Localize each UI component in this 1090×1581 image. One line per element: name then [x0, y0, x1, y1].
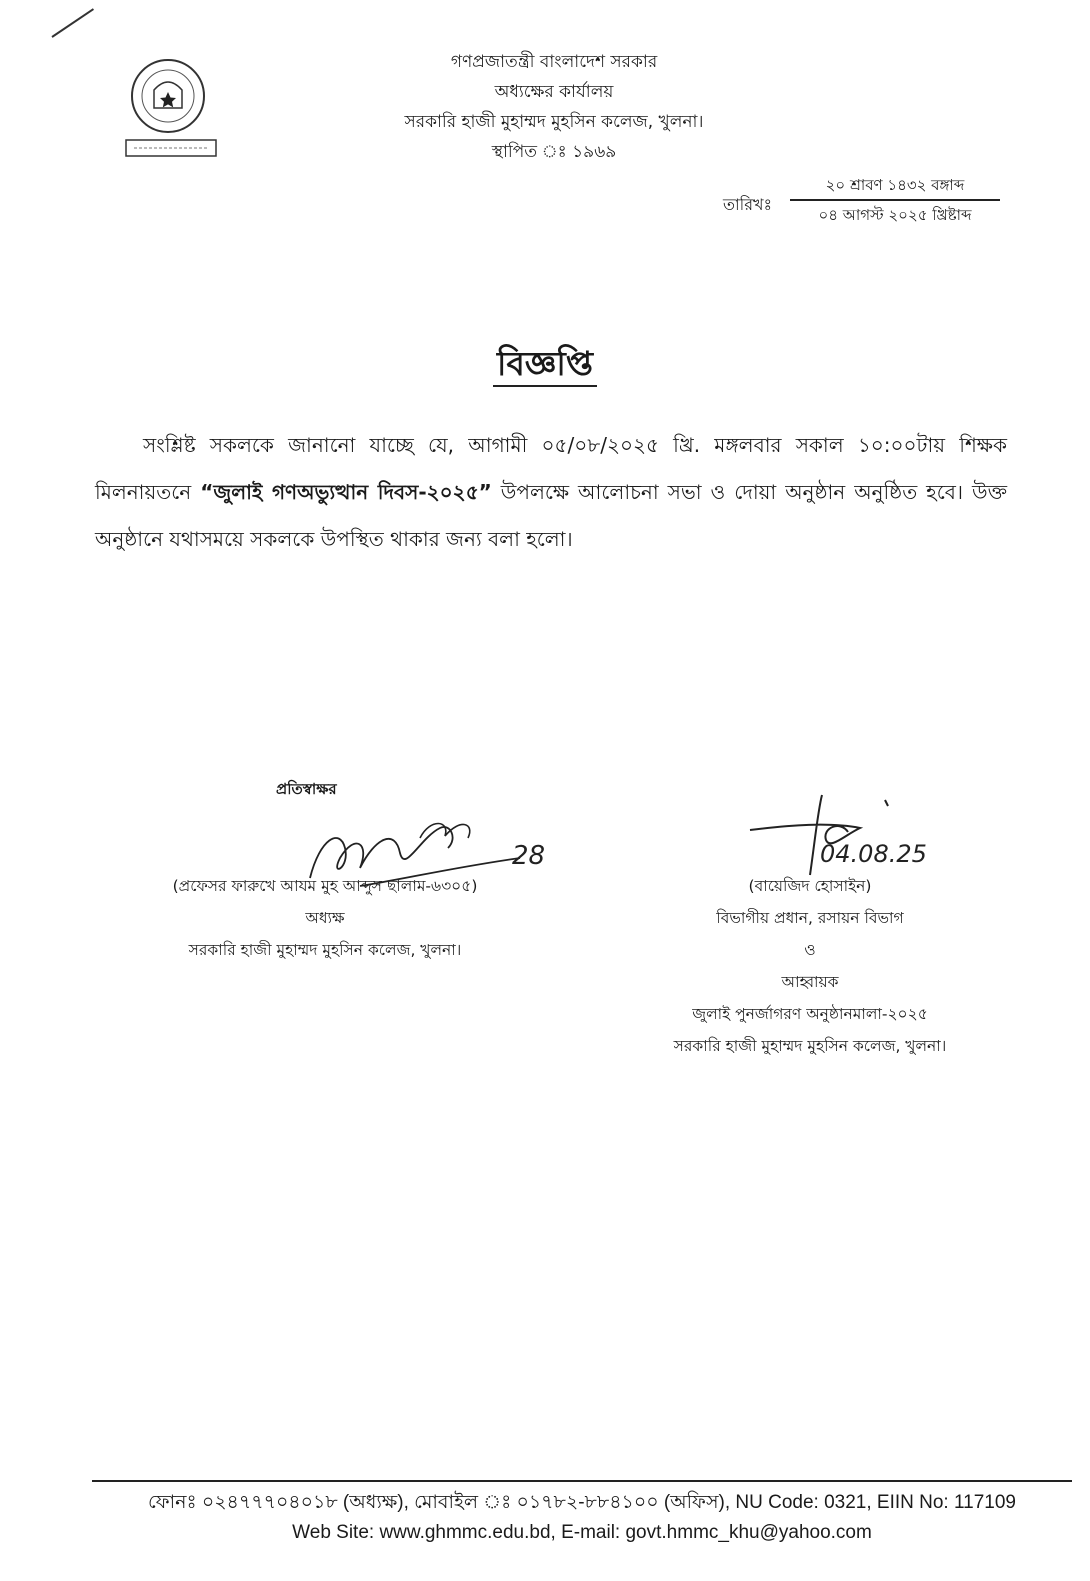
- notice-body-part1: সংশ্লিষ্ট সকলকে জানানো যাচ্ছে যে, আগামী ০৫/০৮/২০২৫ খ্রি. মঙ্গলবার সকাল ১০:০০টায় শিক্ষক মিলনায়তনে: [95, 433, 1007, 504]
- date-bengali: ২০ শ্রাবণ ১৪৩২ বঙ্গাব্দ: [825, 176, 965, 194]
- countersign-title: অধ্যক্ষ: [305, 909, 345, 927]
- date-gregorian: ০৪ আগস্ট ২০২৫ খ্রিষ্টাব্দ: [818, 206, 972, 224]
- countersign-name: (প্রফেসর ফারুখে আযম মুহ আব্দুস ছালাম-৬৩০৫): [172, 877, 478, 895]
- countersign-handwritten-date: 28: [512, 841, 546, 871]
- header-block: [0, 47, 1090, 167]
- header-office: অধ্যক্ষের কার্যালয়: [494, 82, 614, 102]
- footer-phone-codes: ফোনঃ ০২৪৭৭৭০৪০১৮ (অধ্যক্ষ), মোবাইল ঃ ০১৭৮২-৮৮৪১০০ (অফিস), NU Code: 0321, EIIN No: 117109: [148, 1492, 1016, 1513]
- signatory-block: [610, 870, 1010, 1062]
- signatory-role-convener: আহ্বায়ক: [781, 973, 839, 991]
- notice-title: বিজ্ঞপ্তি: [0, 338, 1090, 394]
- header-college: সরকারি হাজী মুহাম্মদ মুহসিন কলেজ, খুলনা।: [404, 112, 704, 132]
- date-divider: [790, 199, 1000, 201]
- signatory-org: সরকারি হাজী মুহাম্মদ মুহসিন কলেজ, খুলনা।: [673, 1037, 947, 1055]
- header-government: গণপ্রজাতন্ত্রী বাংলাদেশ সরকার: [450, 52, 658, 72]
- footer-web-email: Web Site: www.ghmmc.edu.bd, E-mail: govt.hmmc_khu@yahoo.com: [292, 1522, 872, 1543]
- countersign-block: [110, 870, 540, 966]
- scan-stroke-mark: [51, 8, 94, 38]
- signatory-signature: [730, 780, 980, 880]
- signatory-conjunction: ও: [804, 941, 816, 959]
- header-established: স্থাপিত ঃ ১৯৬৯: [491, 142, 617, 162]
- date-label: তারিখঃ: [723, 195, 773, 214]
- footer-divider: [92, 1480, 1072, 1482]
- countersign-org: সরকারি হাজী মুহাম্মদ মুহসিন কলেজ, খুলনা।: [188, 941, 462, 959]
- signatory-name: (বায়েজিদ হোসাইন): [748, 877, 872, 895]
- countersign-label: প্রতিস্বাক্ষর: [276, 780, 337, 798]
- footer-contact: [92, 1488, 1072, 1548]
- notice-body-part2: উপলক্ষে আলোচনা সভা ও দোয়া অনুষ্ঠান অনুষ্ঠিত হবে। উক্ত অনুষ্ঠানে যথাসময়ে সকলকে উপস্থিত থাকার জন্য বলা হলো।: [95, 480, 1007, 551]
- notice-body: [95, 422, 1007, 563]
- signatory-event: জুলাই পুনর্জাগরণ অনুষ্ঠানমালা-২০২৫: [692, 1005, 928, 1023]
- notice-event-name: “জুলাই গণঅভ্যুত্থান দিবস-২০২৫”: [200, 480, 492, 504]
- signatory-handwritten-date: 04.08.25: [820, 840, 927, 868]
- signatory-role-department: বিভাগীয় প্রধান, রসায়ন বিভাগ: [716, 909, 904, 927]
